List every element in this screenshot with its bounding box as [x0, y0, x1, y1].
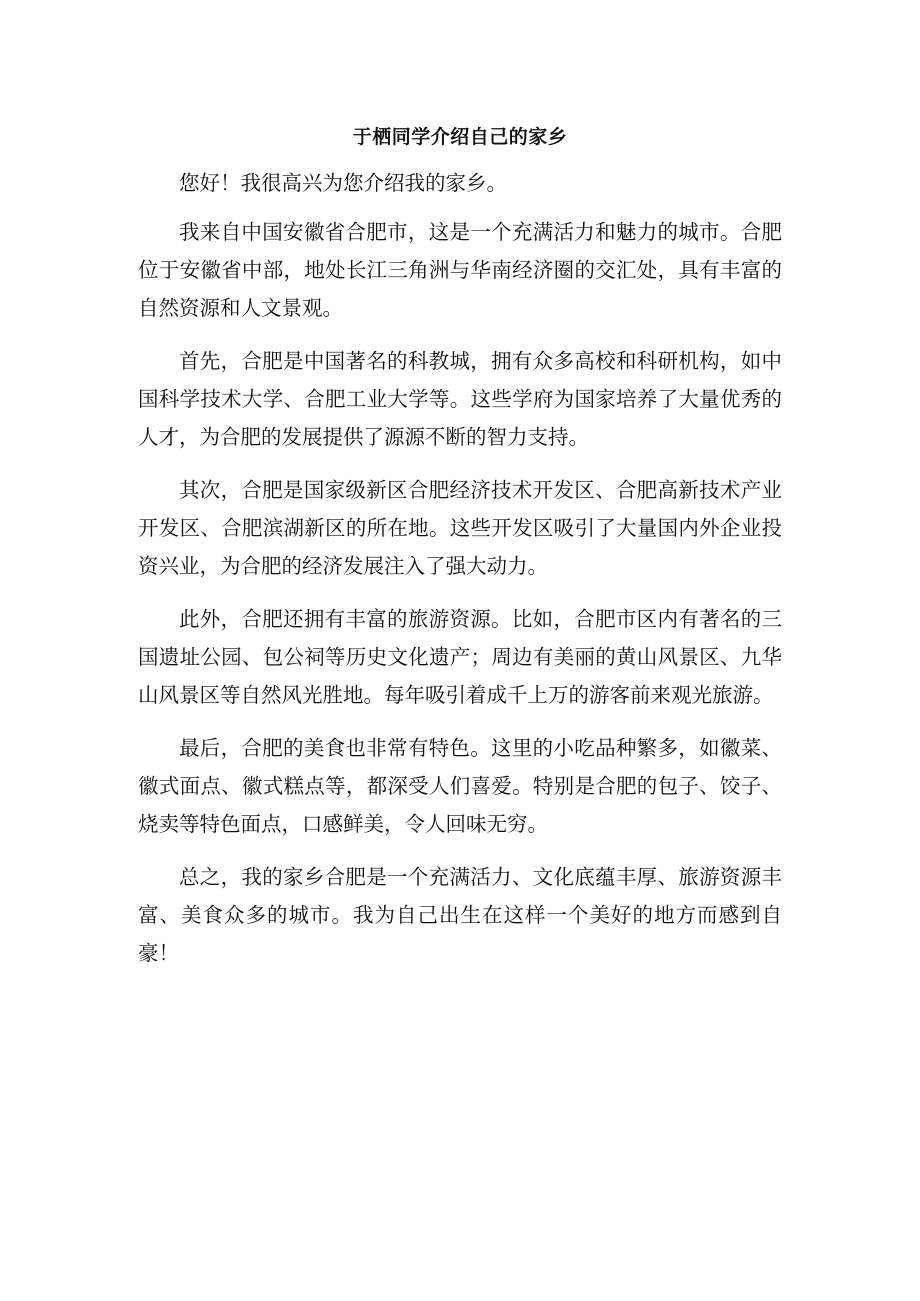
paragraph-introduction: 我来自中国安徽省合肥市，这是一个充满活力和魅力的城市。合肥位于安徽省中部，地处长江三角洲与华南经济圈的交汇处，具有丰富的自然资源和人文景观。	[138, 220, 782, 320]
paragraph-tourism: 此外，合肥还拥有丰富的旅游资源。比如，合肥市区内有著名的三国遗址公园、包公祠等历史文化遗产；周边有美丽的黄山风景区、九华山风景区等自然风光胜地。每年吸引着成千上万的游客前来观光旅游。	[138, 607, 782, 707]
document-body	[138, 164, 782, 987]
paragraph-food: 最后，合肥的美食也非常有特色。这里的小吃品种繁多，如徽菜、徽式面点、徽式糕点等，都深受人们喜爱。特别是合肥的包子、饺子、烧卖等特色面点，口感鲜美，令人回味无穷。	[138, 736, 782, 836]
paragraph-education: 首先，合肥是中国著名的科教城，拥有众多高校和科研机构，如中国科学技术大学、合肥工业大学等。这些学府为国家培养了大量优秀的人才，为合肥的发展提供了源源不断的智力支持。	[138, 349, 782, 449]
paragraph-conclusion: 总之，我的家乡合肥是一个充满活力、文化底蕴丰厚、旅游资源丰富、美食众多的城市。我为自己出生在这样一个美好的地方而感到自豪！	[138, 865, 782, 965]
paragraph-economy: 其次，合肥是国家级新区合肥经济技术开发区、合肥高新技术产业开发区、合肥滨湖新区的所在地。这些开发区吸引了大量国内外企业投资兴业，为合肥的经济发展注入了强大动力。	[138, 478, 782, 578]
paragraph-greeting: 您好！我很高兴为您介绍我的家乡。	[179, 171, 507, 195]
document-title: 于栖同学介绍自己的家乡	[352, 126, 568, 148]
